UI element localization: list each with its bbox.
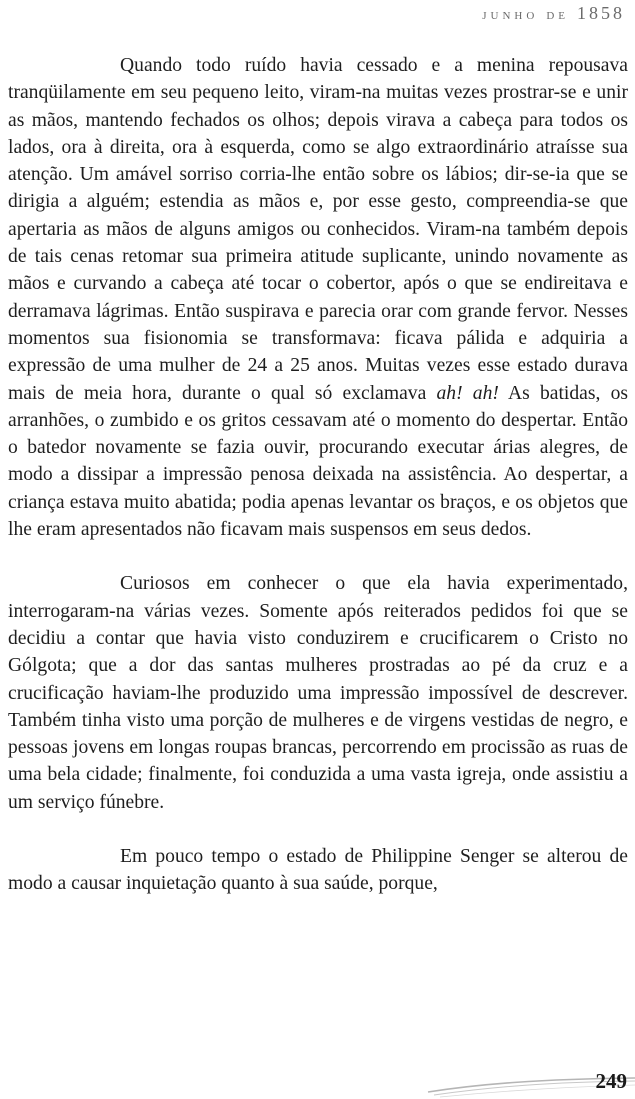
page-number: 249 [595, 1069, 627, 1093]
page-footer [420, 1066, 635, 1099]
header-month: junho de [482, 6, 569, 23]
paragraph-1-text-before: Quando todo ruído havia cessado e a menina repousava tranqüilamente em seu pequeno leito, viram-na muitas vezes prostrar-se e unir as mãos, mantendo fechados os olhos; depois virava a cabeça para todos os lados, ora à direita, ora à esquerda, como se algo extraordinário atraísse sua atenção. Um amável sorriso corria-lhe então sobre os lábios; dir-se-ia que se dirigia a alguém; estendia as mãos e, por esse gesto, compreendia-se que apertaria as mãos de alguns amigos ou conhecidos. Viram-na também depois de tais cenas retomar sua primeira atitude suplicante, unindo novamente as mãos e curvando a cabeça até tocar o cobertor, após o que se endireitava e derramava lágrimas. Então suspirava e parecia orar com grande fervor. Nesses momentos sua fisionomia se transformava: ficava pálida e adquiria a expressão de uma mulher de 24 a 25 anos. Muitas vezes esse estado durava mais de meia hora, durante o qual só exclamava [8, 55, 628, 404]
paragraph-1-text-after: As batidas, os arranhões, o zumbido e os gritos cessavam até o momento do despertar. Então o batedor novamente se fazia ouvir, procurando executar árias alegres, de modo a dissipar a impressão penosa deixada na assistência. Ao despertar, a criança estava muito abatida; podia apenas levantar os braços, e os objetos que lhe eram apresentados não ficavam mais suspensos em seus dedos. [8, 382, 628, 541]
paragraph-3: Em pouco tempo o estado de Philippine Senger se alterou de modo a causar inquietação quanto à sua saúde, porque, [8, 846, 628, 895]
paragraph-1 [8, 52, 628, 543]
page-body [8, 52, 628, 898]
paragraph-2: Curiosos em conhecer o que ela havia experimentado, interrogaram-na várias vezes. Somente após reiterados pedidos foi que se decidiu a contar que havia visto conduzirem e crucificarem o Cristo no Gólgota; que a dor das santas mulheres prostradas ao pé da cruz e a crucificação haviam-lhe produzido uma impressão impossível de descrever. Também tinha visto uma porção de mulheres e de virgens vestidas de negro, e pessoas jovens em longas roupas brancas, percorrendo em procissão as ruas de uma bela cidade; finalmente, foi conduzida a uma vasta igreja, onde assistiu a um serviço fúnebre. [8, 573, 628, 813]
running-header [482, 3, 625, 24]
header-year: 1858 [577, 3, 625, 23]
paragraph-1-emphasis: ah! ah! [436, 382, 499, 404]
